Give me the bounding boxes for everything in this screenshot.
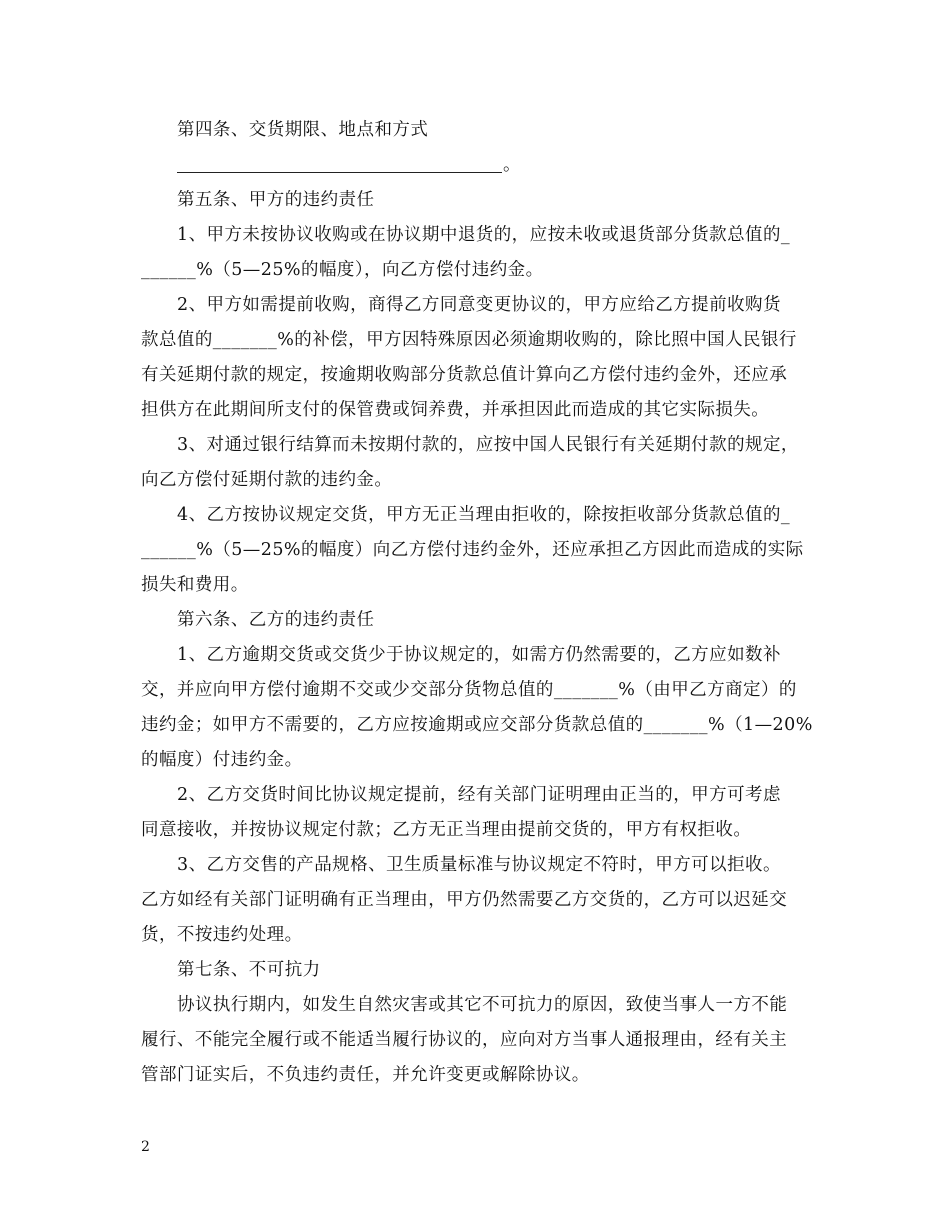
paragraph-line: 协议执行期内，如发生自然灾害或其它不可抗力的原因，致使当事人一方不能 xyxy=(177,995,788,1015)
paragraph-line: 的幅度）付违约金。 xyxy=(141,750,303,770)
paragraph-line: 交，并应向甲方偿付逾期不交或少交部分货物总值的_______%（由甲乙方商定）的 xyxy=(141,680,797,700)
paragraph-line: 2、甲方如需提前收购，商得乙方同意变更协议的，甲方应给乙方提前收购货 xyxy=(177,295,781,315)
paragraph-line: 同意接收，并按协议规定付款；乙方无正当理由提前交货的，甲方有权拒收。 xyxy=(141,820,752,840)
heading-article-7: 第七条、不可抗力 xyxy=(177,960,321,980)
paragraph-line: ______%（5—25%的幅度）向乙方偿付违约金外，还应承担乙方因此而造成的实际 xyxy=(141,540,804,560)
paragraph-line: 乙方如经有关部门证明确有正当理由，甲方仍然需要乙方交货的，乙方可以迟延交 xyxy=(141,890,788,910)
paragraph-line: 4、乙方按协议规定交货，甲方无正当理由拒收的，除按拒收部分货款总值的_ xyxy=(177,505,791,525)
paragraph-line: 货，不按违约处理。 xyxy=(141,925,303,945)
heading-article-5: 第五条、甲方的违约责任 xyxy=(177,190,375,210)
paragraph-line: 款总值的_______%的补偿，甲方因特殊原因必须逾期收购的，除比照中国人民银行 xyxy=(141,330,797,350)
blank-fill-line xyxy=(177,172,502,173)
paragraph-line: 向乙方偿付延期付款的违约金。 xyxy=(141,470,393,490)
paragraph-line: 担供方在此期间所支付的保管费或饲养费，并承担因此而造成的其它实际损失。 xyxy=(141,400,770,420)
paragraph-line: 履行、不能完全履行或不能适当履行协议的，应向对方当事人通报理由，经有关主 xyxy=(141,1030,788,1050)
paragraph-line: 3、乙方交售的产品规格、卫生质量标准与协议规定不符时，甲方可以拒收。 xyxy=(177,855,781,875)
paragraph-line: 1、甲方未按协议收购或在协议期中退货的，应按未收或退货部分货款总值的_ xyxy=(177,225,791,245)
paragraph-line: 1、乙方逾期交货或交货少于协议规定的，如需方仍然需要的，乙方应如数补 xyxy=(177,645,781,665)
page-number: 2 xyxy=(141,1139,150,1155)
paragraph-line: 违约金；如甲方不需要的，乙方应按逾期或应交部分货款总值的_______%（1—20% xyxy=(141,715,813,735)
paragraph-line: 3、对通过银行结算而未按期付款的，应按中国人民银行有关延期付款的规定， xyxy=(177,435,799,455)
paragraph-line: 损失和费用。 xyxy=(141,575,249,595)
paragraph-line: 2、乙方交货时间比协议规定提前，经有关部门证明理由正当的，甲方可考虑 xyxy=(177,785,781,805)
heading-article-4: 第四条、交货期限、地点和方式 xyxy=(177,120,429,140)
paragraph-line: ______%（5—25%的幅度），向乙方偿付违约金。 xyxy=(141,260,544,280)
blank-period: 。 xyxy=(503,155,521,175)
paragraph-line: 有关延期付款的规定，按逾期收购部分货款总值计算向乙方偿付违约金外，还应承 xyxy=(141,365,788,385)
heading-article-6: 第六条、乙方的违约责任 xyxy=(177,610,375,630)
paragraph-line: 管部门证实后，不负违约责任，并允许变更或解除协议。 xyxy=(141,1065,590,1085)
